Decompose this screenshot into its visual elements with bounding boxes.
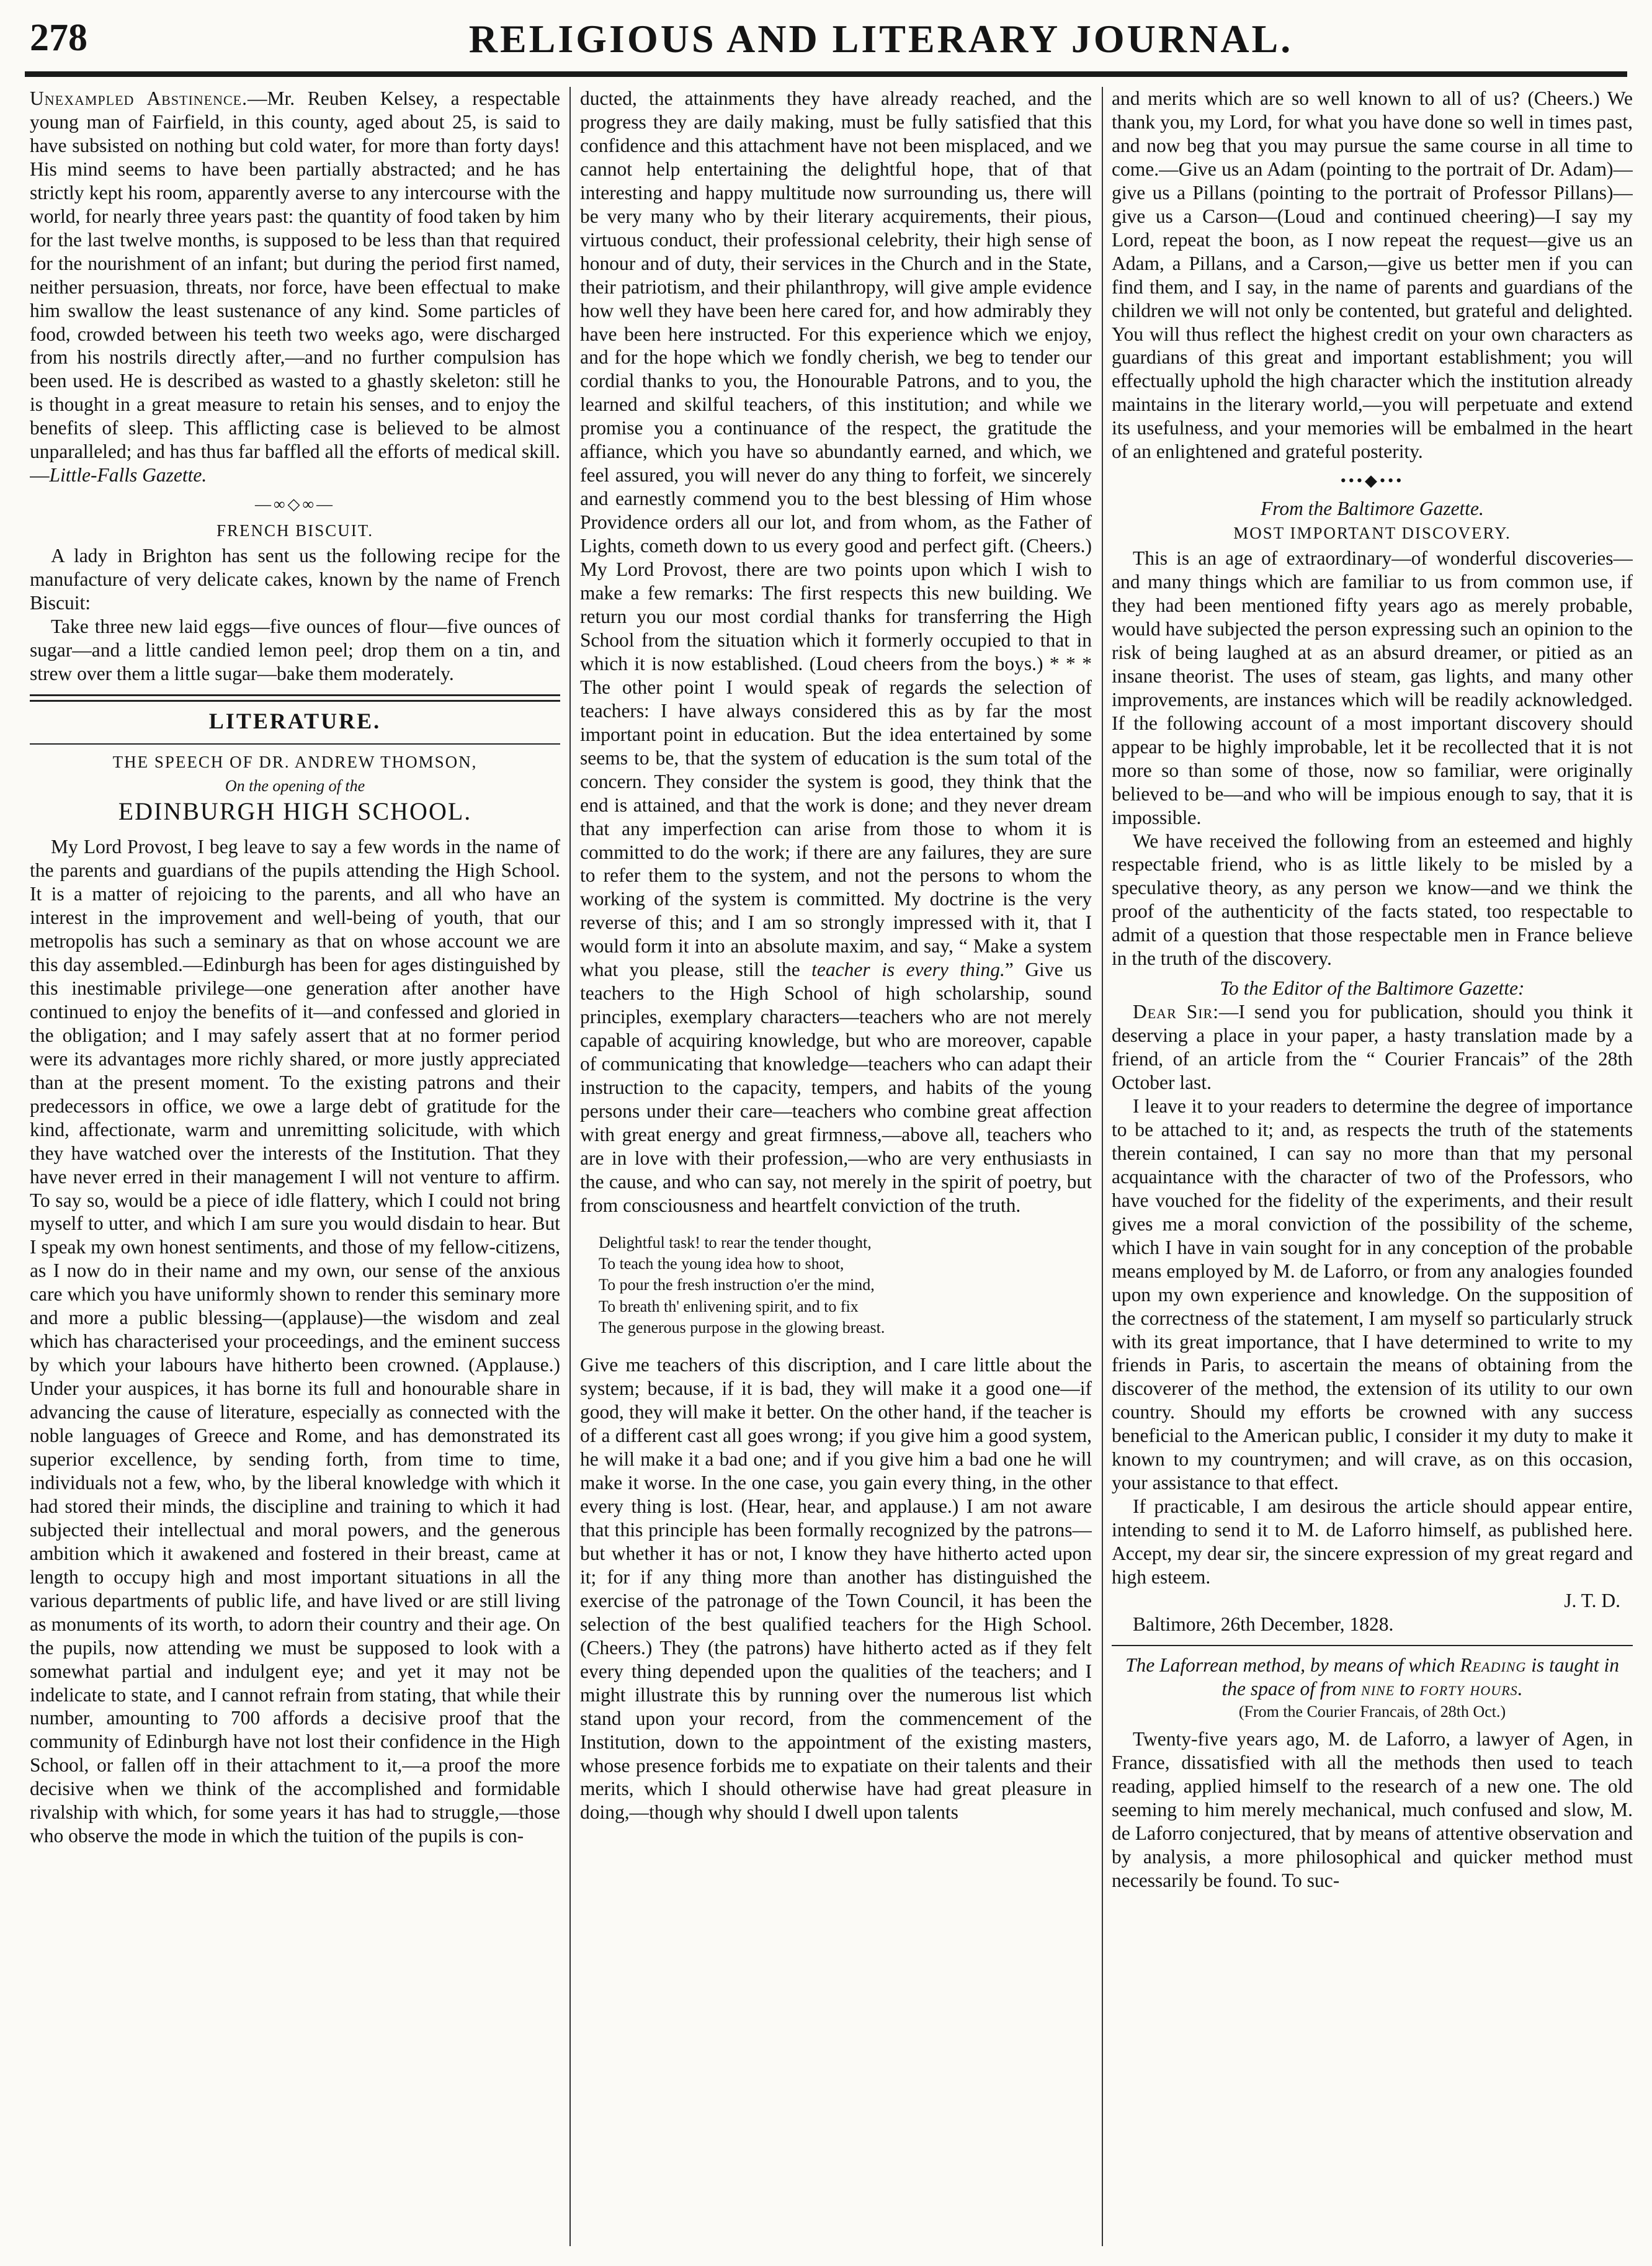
running-head: RELIGIOUS AND LITERARY JOURNAL. [468,17,1293,61]
method-title-text: The Laforrean method, by means of which [1125,1654,1460,1676]
source-line: From the Baltimore Gazette. [1261,497,1484,519]
speech-title: EDINBURGH HIGH SCHOOL. [118,797,472,826]
speech-text: ” Give us teachers to the High School of high scholarship, sound principles, exemplary characters—teachers who are not merely capable of acquiring knowledge, but who are moreover, capable of communicating that knowledge—teachers who can adapt their instruction to the capacity, tempers, and habits of the young persons under their care—teachers who combine great affection with great energy and great firmness,—above all, teachers who are in love with their profession,—who are very enthusiasts in the cause, and who can say, not merely in the spirit of poetry, but from consciousness and heartfelt conviction of the truth. [580,959,1092,1216]
poem-line: The generous purpose in the glowing breast. [599,1319,885,1337]
literature-heading: LITERATURE. [208,708,382,733]
biscuit-heading: FRENCH BISCUIT. [216,521,374,540]
section-rule [30,694,560,702]
method-paragraph: Twenty-five years ago, M. de Laforro, a lawyer of Agen, in France, dissatisfied with all the methods then used to teach reading, applied himself to the research of a new one. The old seeming to him merely mechanical, much confused and slow, M. de Laforro conjectured, that by means of attentive observation and by analysis, a more philosophical and quicker method must necessarily be found. To suc- [1112,1728,1633,1891]
speech-text: ducted, the attainments they have already reached, and the progress they are daily making, must be fully satisfied that this confidence and this attachment have not been misplaced, and we cannot help entertaining the delightful hope, that of that interesting and happy multitude now surrounding us, there will be very many who by their literary acquirements, their pious, virtuous conduct, their professional celebrity, their high sense of honour and of duty, their services in the Church and in the State, their patriotism, and their philanthropy, will give ample evidence how well they have been here cared for, and how admirably they have been here instructed. For this experience which we enjoy, and for the hope which we fondly cherish, we beg to tender our cordial thanks to you, the Honourable Patrons, and to you, the learned and skilful teachers, of this institution; and while we promise you a continuance of the respect, the gratitude the affiance, which you have so abundantly earned, and which, we feel assured, you will never do any thing to forfeit, we sincerely and earnestly commend you to the best blessing of Him whose Providence orders all our lot, and from whom, as the Father of Lights, cometh down to us every good and perfect gift. (Cheers.) My Lord Provost, there are two points upon which I wish to make a few remarks: The first respects this new building. We return you our most cordial thanks for transferring the High School from the situation which it formerly occupied to that in which it is now established. (Loud cheers from the boys.) * * * The other point I would speak of regards the selection of teachers: I have always considered this as by far the most important point in education. But the idea entertained by some seems to be, that the system of education is the sum total of the concern. They consider the system is good, they think that the end is attained, and that the work is done; and they never dream that any imperfection can arise from those to whom it is committed to do the work; if there are any failures, they are sure to refer them to the system, and not the persons to whom the working of the system is committed. My doctrine is the very reverse of this; and I am so strongly impressed with it, that I would form it into an absolute maxim, and say, “ Make a system what you please, still the [580,87,1092,981]
speech-heading: THE SPEECH OF DR. ANDREW THOMSON, [112,753,478,772]
letter-text: —I send you for publication, should you think it deserving a place in your paper, a hasty translation made by a friend, of an article from the “ Courier Francais” of the 28th October last. [1112,1001,1633,1094]
poem-line: To pour the fresh instruction o'er the mind, [599,1276,875,1294]
speech-emphasis: teacher is every thing. [811,959,1005,981]
poem-quote [599,1232,1092,1339]
method-title-caps: nine [1361,1677,1395,1700]
speech-continued [580,87,1092,1217]
place-date: Baltimore, 26th December, 1828. [1133,1613,1394,1635]
column-divider [569,87,571,2246]
column-divider [1102,87,1103,2246]
column-right [1112,87,1633,2246]
biscuit-intro: A lady in Brighton has sent us the following recipe for the manufacture of very delicate cakes, known by the name of French Biscuit: [30,545,560,614]
ornament-divider: —∞◇∞— [254,495,336,514]
signature: J. T. D. [1564,1590,1620,1611]
method-title-text: to [1395,1677,1420,1700]
letter-paragraph [1112,1000,1633,1095]
column-middle [580,87,1092,2246]
discovery-paragraph: We have received the following from an esteemed and highly respectable friend, who is as little likely to be misled by a speculative theory, as any person we know—and we think the proof of the authenticity of the facts stated, too respectable to admit of a question that those respectable men in France believe in the truth of the discovery. [1112,830,1633,970]
method-title-caps: forty hours [1419,1677,1518,1700]
salutation: Dear Sir: [1133,1001,1220,1023]
method-source: (From the Courier Francais, of 28th Oct.) [1238,1702,1506,1721]
editor-line: To the Editor of the Baltimore Gazette: [1220,977,1525,1000]
abstinence-body: —Mr. Reuben Kelsey, a respectable young man of Fairfield, in this county, aged about 25, is said to have subsisted on nothing but cold water, for more than forty days! His mind seems to have been partially abstracted; and he has strictly kept his room, apparently averse to any intercourse with the world, for nearly three years past: the quantity of food taken by him for the last twelve months, is supposed to be less than that required for the nourishment of an infant; but during the period first named, neither persuasion, threats, nor force, have been effectual to make him swallow the least sustenance of any kind. Some particles of food, crowded between his teeth two weeks ago, were discharged from his nostrils directly after,—and no further compulsion has been used. He is described as wasted to a ghastly skeleton: still he is thought in a great measure to retain his senses, and to enjoy the benefits of sleep. This afflicting case is believed to be almost unparalleled; and has thus far baffled all the efforts of medical skill.— [30,87,560,486]
discovery-heading: MOST IMPORTANT DISCOVERY. [1233,523,1511,542]
speech-conclusion: and merits which are so well known to all of us? (Cheers.) We thank you, my Lord, for what you have done so well in times past, and now beg that you may pursue the same course in all time to come.—Give us an Adam (pointing to the portrait of Dr. Adam)—give us a Pillans (pointing to the portrait of Professor Pillans)—give us a Carson—(Loud and continued cheering)—I say my Lord, repeat the boon, as I now repeat the request—give us an Adam, a Pillans, and a Carson,—give us better men if you can find them, and I say, in the name of parents and guardians of the children we will not only be contented, but grateful and delighted. You will thus reflect the highest credit on your own characters as guardians of this great and important establishment; you will effectually uphold the high character which the institution already maintains in the literary world,—you will perpetuate and extend its usefulness, and your memories will be embalmed in the heart of an enlightened and grateful posterity. [1112,87,1633,463]
poem-line: Delightful task! to rear the tender thought, [599,1233,872,1252]
method-title-text: . [1517,1677,1523,1700]
letter-paragraph: If practicable, I am desirous the article should appear entire, intending to send it to M. de Laforro himself, as published here. Accept, my dear sir, the sincere expression of my great regard and high esteem. [1112,1495,1633,1588]
biscuit-recipe: Take three new laid eggs—five ounces of flour—five ounces of sugar—and a little candied lemon peel; drop them on a tin, and strew over them a little sugar—bake them moderately. [30,615,560,684]
section-rule [1112,1645,1633,1646]
page-number: 278 [30,17,87,59]
ornament-divider: •••◆••• [1340,472,1404,490]
speech-paragraph: Give me teachers of this discription, and I care little about the system; because, if it is bad, they will make it a good one—if good, they will make it better. On the other hand, if the teacher is of a different cast all goes wrong; if you give him a good system, he will make it a bad one; and if you give him a bad one he will make it worse. In the one case, you gain every thing, in the other every thing is lost. (Hear, hear, and applause.) I am not aware that this principle has been formally recognized by the patrons—but whether it has or not, I know they have hitherto acted upon it; for if any thing more than another has distinguished the exercise of the patronage of the Town Council, it has been the selection of the best qualified teachers for the High School. (Cheers.) They (the patrons) have hitherto acted as if they felt every thing depended upon the qualities of the teachers; and I might illustrate this by running over the numerous list which stand upon your record, from the commencement of the Institution, down to the appointment of the existing masters, whose presence forbids me to expatiate on their talents and their merits, which I should otherwise have had great pleasure in doing,—though why should I dwell upon talents [580,1354,1092,1824]
abstinence-article [30,87,560,487]
abstinence-lead: Unexampled Abstinence. [30,87,248,109]
poem-line: To teach the young idea how to shoot, [599,1255,844,1273]
discovery-paragraph: This is an age of extraordinary—of wonderful discoveries—and many things which are familiar to us from common use, if they had been mentioned fifty years ago as merely probable, would have subjected the person expressing such an opinion to the risk of being laughed at as an absurd dreamer, or pitied as an insane theorist. The uses of steam, gas lights, and many other improvements, are instances which will be readily acknowledged. If the following account of a most important discovery should appear to be highly improbable, let it be recollected that it is not more so than some of those, now so familiar, were originally believed to be—and who will be impious enough to say, that it is impossible. [1112,547,1633,828]
method-title [1112,1654,1633,1701]
method-title-text: is taught in the space of from [1221,1654,1620,1700]
speech-paragraph: My Lord Provost, I beg leave to say a few words in the name of the parents and guardians of the pupils attending the High School. It is a matter of rejoicing to the parents, and all who have an interest in the improvement and well-being of youth, that our metropolis has such a seminary as that on whose account we are this day assembled.—Edinburgh has been for ages distinguished by this inestimable privilege—one generation after another have continued to enjoy the benefits of it—and confessed and gloried in the obligation; and I may safely assert that at no former period were its advantages more richly shared, or more justly appreciated than at the present moment. To the existing patrons and their predecessors in office, we owe a large debt of gratitude for the kind, affectionate, warm and unremitting solicitude, with which they have watched over the interests of the Institution. That they have never erred in their management I will not venture to affirm. To say so, would be a piece of idle flattery, which I could not bring myself to utter, and which I am sure you would disdain to hear. But I speak my own honest sentiments, and those of my fellow-citizens, as I now do in their name and my own, our sense of the anxious care which you have uniformly shown to render this seminary more and more a public blessing—(applause)—the wisdom and zeal which has characterised your proceedings, and the eminent success by which your labours have hitherto been crowned. (Applause.) Under your auspices, it has borne its full and honourable share in advancing the cause of literature, especially as connected with the noble languages of Greece and Rome, and has demonstrated its superior excellence, by sending forth, from time to time, individuals not a few, who, by the liberal knowledge with which it had stored their minds, the discipline and training to which it had subjected their intellectual and moral powers, and the generous ambition which it awakened and fostered in their breast, came at length to occupy high and most important situations in all the various departments of public life, and have lived or are still living as monuments of its worth, to adorn their country and their age. On the pupils, now attending we must be supposed to look with a somewhat partial and indulgent eye; and yet it may not be indelicate to state, and I cannot refrain from stating, that while their number, amounting to 700 affords a decisive proof that the community of Edinburgh have not lost their confidence in the High School, or fallen off in their attachment to it,—a proof the more decisive when we think of the accomplished and formidable rivalship with which, for some years it has had to struggle,—those who observe the mode in which the tuition of the pupils is con- [30,836,560,1847]
header-rule [25,71,1627,77]
column-left [30,87,560,2246]
speech-occasion: On the opening of the [225,776,365,795]
letter-paragraph: I leave it to your readers to determine the degree of importance to be attached to it; and, as respects the truth of the statements therein contained, I can say no more than that my personal acquaintance with the character of two of the Professors, who have vouched for the fidelity of the experiments, and their result gives me a moral conviction of the possibility of the scheme, which I have in vain sought for in any conception of the probable means employed by M. de Laforro, or from any analogies founded upon my own experience and knowledge. On the supposition of the correctness of the statement, I am myself so particularly struck with its great importance, that I have determined to write to my friends in Paris, to ascertain the means of obtaining from the discoverer of the method, the extension of its utility to our own country. Should my efforts be crowned with any success beneficial to the American public, I consider it my duty to make it known to my countrymen; and will crave, as on this occasion, your assistance to that effect. [1112,1095,1633,1494]
abstinence-source: Little-Falls Gazette. [49,464,207,486]
poem-line: To breath th' enlivening spirit, and to fix [599,1297,859,1315]
method-title-caps: Reading [1460,1654,1527,1676]
section-rule [30,743,560,745]
